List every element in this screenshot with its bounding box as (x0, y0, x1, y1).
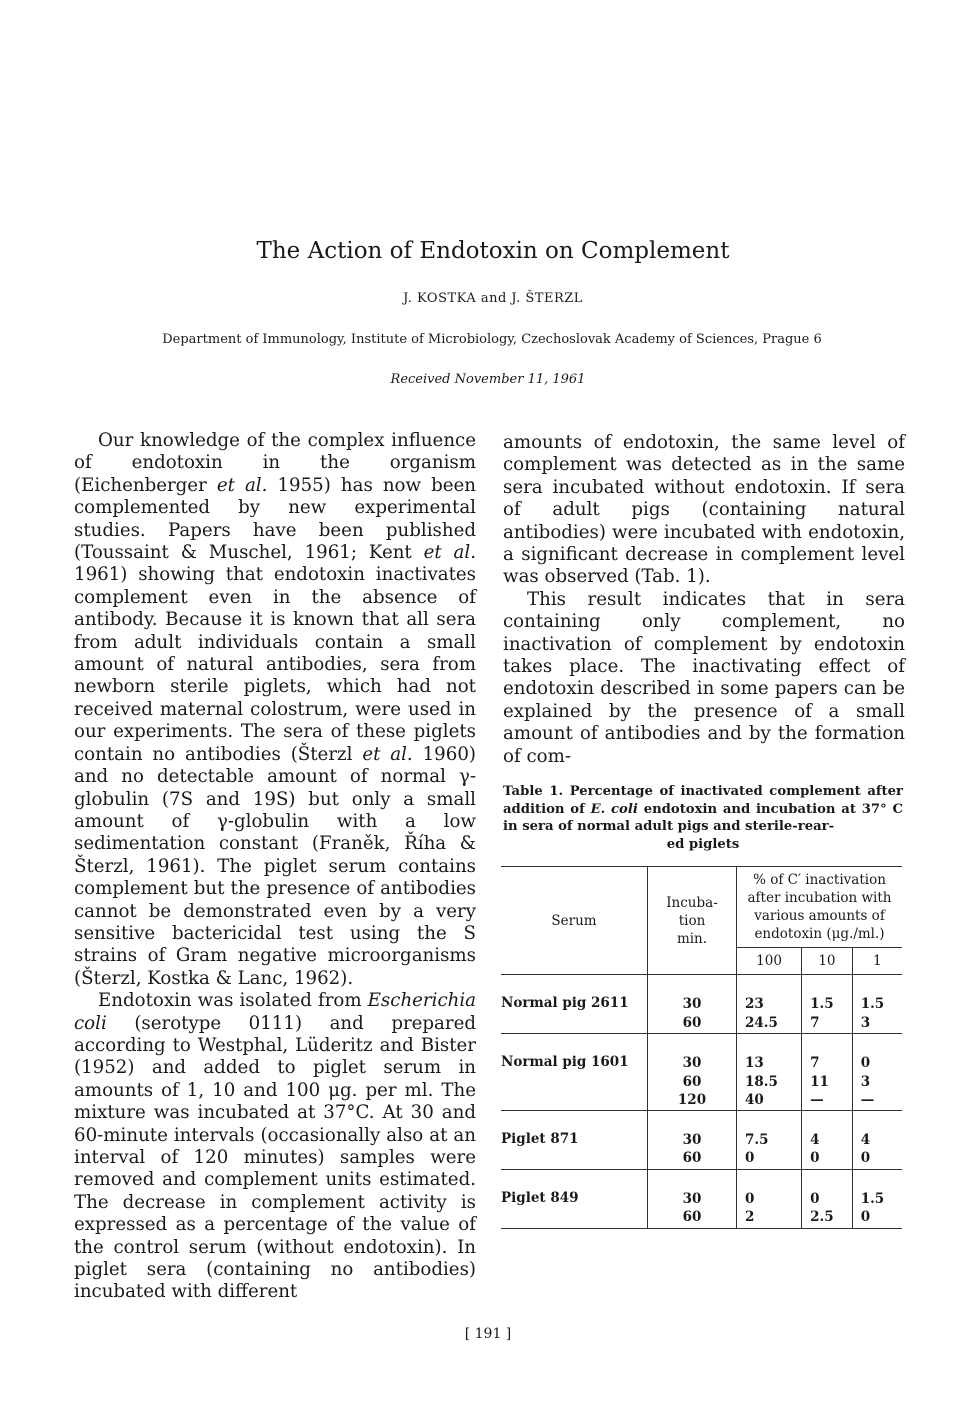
cell-value: 13 (745, 1055, 764, 1071)
cell-value: 2 (745, 1209, 755, 1225)
cell-value: 0 (745, 1150, 755, 1166)
text-run: Table 1. Percentage of inactivated complement after addition of (503, 784, 903, 817)
header-line: min. (676, 930, 708, 947)
header-line: % of C′ inactivation (753, 872, 886, 888)
cell-value: 30 (682, 996, 702, 1012)
value-100-cell (737, 1169, 802, 1228)
cell-value: 4 (810, 1131, 820, 1148)
header-line: endotoxin (μg./ml.) (754, 926, 885, 942)
cell-value: 7.5 (745, 1131, 769, 1148)
cell-value: 3 (860, 1073, 871, 1090)
text-run: ed piglets (666, 836, 740, 852)
incubation-cell (648, 1110, 737, 1169)
cell-value: 60 (682, 1209, 702, 1225)
header-dose-100: 100 (737, 948, 802, 975)
cell-value: — (860, 1092, 875, 1108)
value-100-cell (737, 1034, 802, 1111)
value-1-cell (852, 1034, 902, 1111)
cell-value: 11 (810, 1073, 829, 1090)
cell-value: 30 (682, 1055, 702, 1071)
cell-value: 0 (860, 1150, 871, 1166)
value-1-cell (852, 1110, 902, 1169)
header-line: after incubation with (747, 890, 892, 906)
serum-cell: Piglet 849 (501, 1169, 648, 1228)
cell-value: 18.5 (745, 1073, 778, 1090)
cell-value: — (810, 1092, 824, 1108)
text-run: (serotype 0111) and prepared according to Westphal, Lüderitz and Bister (1952) and added to piglet serum in amounts of 1, 10 and 100 μg. per ml. The mixture was incubated at 37°C. At 30 and 60-minute intervals (occasionally also at an interval of 120 minutes) samples were removed and complement units estimated. The decrease in complement activity is expressed as a percentage of the value of the control serum (without endotoxin). In piglet sera (containing no antibodies) incubated with different (74, 1012, 476, 1303)
text-run: 1955) has now been complemented by new experimental studies. Papers have been published (Toussaint & Muschel, 1961; Kent (74, 474, 477, 564)
results-table (501, 866, 902, 1229)
table-row (501, 1110, 902, 1169)
cell-value: 30 (682, 1190, 702, 1207)
cell-value: 7 (810, 1055, 820, 1071)
value-10-cell (802, 1034, 853, 1111)
value-10-cell (802, 1169, 853, 1228)
cell-value: 1.5 (810, 996, 834, 1012)
left-column (74, 430, 476, 1304)
cell-value: 7 (810, 1014, 820, 1031)
header-line: various amounts of (754, 908, 885, 924)
text-run: 1960) and no detectable amount of normal γ-globulin (7S and 19S) but only a small amount of γ-globulin with a low sedimentation constant (Franěk, Říha & Šterzl, 1961). The piglet serum contains complement but the presence of antibodies cannot be demonstrated even by a very sensitive bactericidal test using the S strains of Gram negative microorganisms (Šterzl, Kostka & Lanc, 1962). (74, 743, 476, 989)
cell-value: 0 (860, 1055, 871, 1071)
header-dose-10: 10 (802, 948, 853, 975)
text-run: Our knowledge of the complex influence of endotoxin in the organism (Eichenberger (74, 430, 476, 496)
article-title: The Action of Endotoxin on Complement (256, 238, 730, 264)
cell-value: 1.5 (860, 996, 885, 1012)
affiliation: Department of Immunology, Institute of Microbiology, Czechoslovak Academy of Sciences, Prague 6 (162, 332, 822, 347)
received-date: Received November 11, 1961 (390, 372, 586, 387)
cell-value: 1.5 (860, 1190, 885, 1207)
value-10-cell (802, 975, 853, 1034)
table-row (501, 1169, 902, 1228)
incubation-cell (648, 975, 737, 1034)
table-caption (503, 783, 903, 853)
serum-cell: Piglet 871 (501, 1110, 648, 1169)
header-incubation (648, 867, 737, 975)
header-dose-1: 1 (852, 948, 902, 975)
text-run-italic: et al. (423, 542, 476, 564)
table-row (501, 1034, 902, 1111)
cell-value: 0 (810, 1150, 820, 1166)
value-1-cell (852, 975, 902, 1034)
header-line: tion (678, 912, 706, 929)
header-line: Incuba- (666, 894, 718, 911)
cell-value: 60 (682, 1014, 702, 1031)
header-inactivation (737, 867, 903, 948)
right-paragraph-2: This result indicates that in sera containing only complement, no inactivation of complement by endotoxin takes place. The inactivating effect of endotoxin described in some papers can be explained by the presence of a small amount of antibodies and by the formation of com- (503, 588, 905, 767)
text-run-italic: et al. (216, 474, 268, 496)
cell-value: 40 (745, 1092, 764, 1108)
text-run-italic: Escherichia coli (74, 990, 476, 1034)
left-paragraph-2 (74, 990, 476, 1304)
cell-value: 60 (682, 1150, 702, 1166)
table-row (501, 975, 902, 1034)
serum-cell: Normal pig 2611 (501, 975, 648, 1034)
cell-value: 0 (745, 1190, 755, 1207)
text-run-italic: E. coli (590, 801, 638, 817)
cell-value: 0 (860, 1209, 871, 1225)
text-run: 1961) showing that endotoxin inactivates complement even in the absence of antibody. Because it is known that all sera from adult individuals contain a small amount of natural antibodies, sera from newborn sterile piglets, which had not received maternal colostrum, were used in our experiments. The sera of these piglets contain no antibodies (Šterzl (74, 564, 476, 765)
header-serum: Serum (501, 867, 648, 975)
cell-value: 60 (682, 1073, 702, 1090)
right-paragraph-1: amounts of endotoxin, the same level of complement was detected as in the same sera incubated without endotoxin. If sera of adult pigs (containing natural antibodies) were incubated with endotoxin, a significant decrease in complement level was observed (Tab. 1). (503, 432, 905, 588)
authors: J. KOSTKA and J. ŠTERZL (403, 291, 583, 306)
right-column (503, 432, 905, 768)
text-run: Endotoxin was isolated from (98, 990, 368, 1012)
value-10-cell (802, 1110, 853, 1169)
cell-value: 30 (682, 1131, 702, 1148)
table-body (501, 975, 902, 1229)
cell-value: 24.5 (745, 1014, 778, 1031)
cell-value: 2.5 (810, 1209, 834, 1225)
cell-value: 120 (677, 1092, 707, 1108)
cell-value: 23 (745, 996, 764, 1012)
left-paragraph-1 (74, 430, 476, 990)
text-run-italic: et al. (362, 743, 413, 765)
cell-value: 4 (860, 1131, 871, 1148)
serum-cell: Normal pig 1601 (501, 1034, 648, 1111)
cell-value: 3 (860, 1014, 871, 1031)
value-100-cell (737, 1110, 802, 1169)
value-1-cell (852, 1169, 902, 1228)
incubation-cell (648, 1034, 737, 1111)
value-100-cell (737, 975, 802, 1034)
text-run: endotoxin and incubation at 37° C in sera of normal adult pigs and sterile-rear- (503, 801, 903, 834)
cell-value: 0 (810, 1190, 820, 1207)
incubation-cell (648, 1169, 737, 1228)
page-number: [ 191 ] (464, 1326, 512, 1342)
